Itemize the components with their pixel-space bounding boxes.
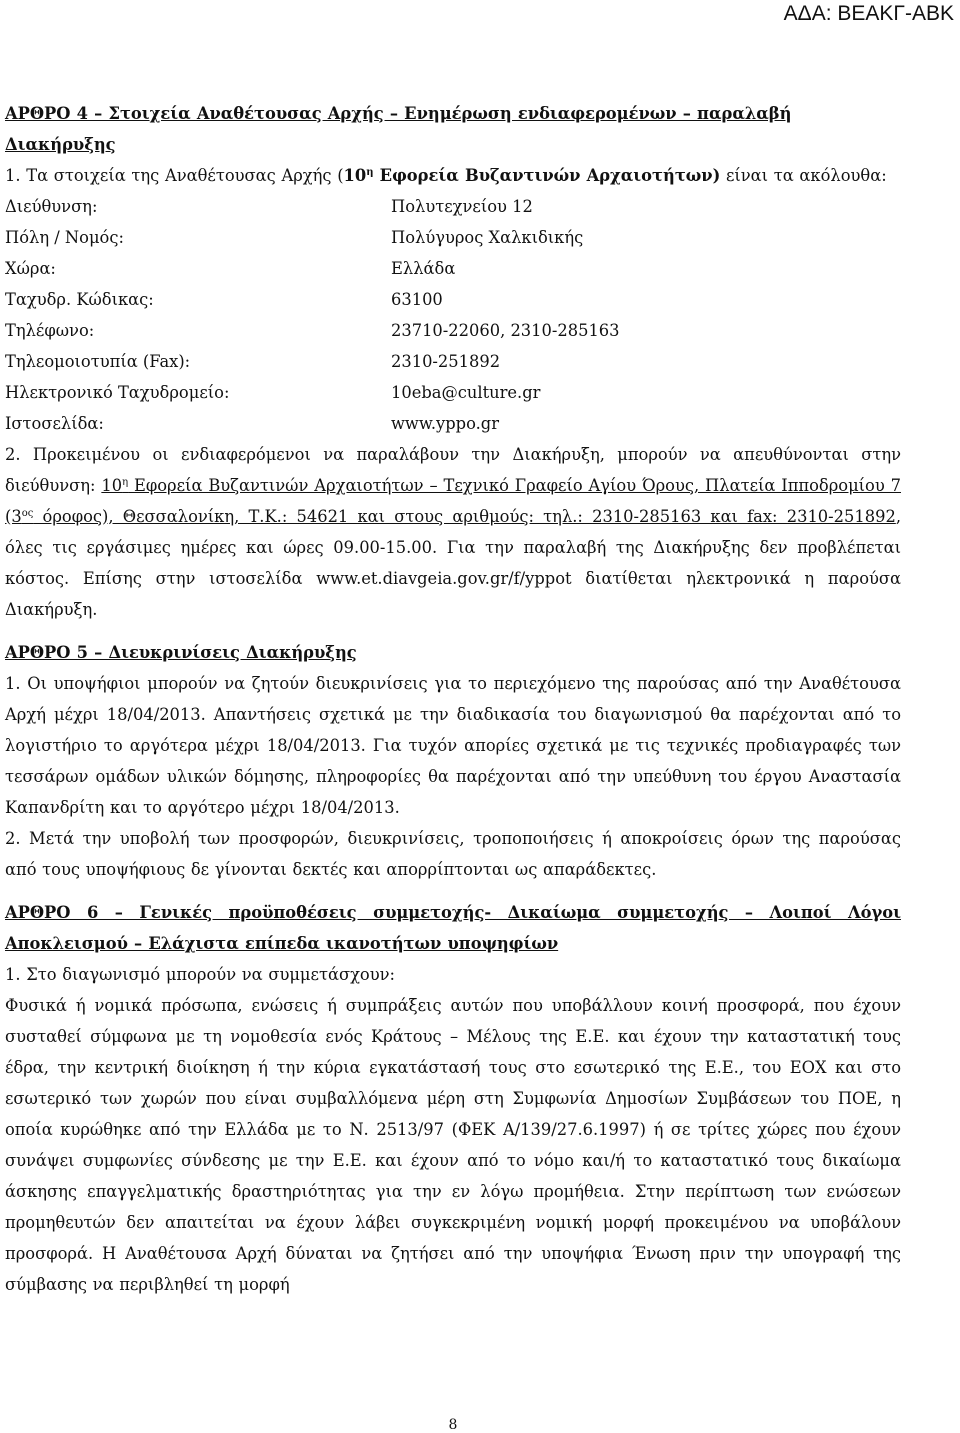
article4-title-line2: Διακήρυξης	[5, 135, 116, 154]
detail-value-website[interactable]: www.yppo.gr	[391, 414, 499, 433]
detail-value: Ελλάδα	[391, 259, 456, 278]
detail-label: Ηλεκτρονικό Ταχυδρομείο:	[5, 383, 230, 402]
intro-authority-name: Εφορεία Βυζαντινών Αρχαιοτήτων)	[373, 166, 721, 185]
article4-title	[5, 98, 901, 160]
article6-paragraph-2: Φυσικά ή νομικά πρόσωπα, ενώσεις ή συμπράξεις αυτών που υποβάλλουν κοινή προσφορά, που έχουν συσταθεί σύμφωνα με τη νομοθεσία ενός Κράτους – Μέλους της Ε.Ε. και έχουν την καταστατική τους έδρα, την κεντρική διοίκηση ή την κύρια εγκατάστασή τους στο εσωτερικό της Ε.Ε., του ΕΟΧ και στο εσωτερικό των χωρών που είναι συμβαλλόμενα μέρη στη Συμφωνία Δημοσίων Συμβάσεων του ΠΟΕ, η οποία κυρώθηκε από την Ελλάδα με το Ν. 2513/97 (ΦΕΚ Α/139/27.6.1997) ή σε τρίτες χώρες που έχουν συνάψει συμφωνίες σύνδεσης με την Ε.Ε. και έχουν από το νόμο και/ή το καταστατικό τους δικαίωμα άσκησης επαγγελματικής δραστηριότητας για την εν λόγω προμήθεια. Στην περίπτωση των ενώσεων προμηθευτών δεν απαιτείται να έχουν λάβει συγκεκριμένη νομική μορφή προκειμένου να υποβάλουν προσφορά. Η Αναθέτουσα Αρχή δύναται να ζητήσει από την υποψήφια Ένωση πριν την υπογραφή της σύμβασης να περιβληθεί τη μορφή	[5, 996, 901, 1294]
detail-value-email[interactable]: 10eba@culture.gr	[391, 383, 541, 402]
detail-label: Χώρα:	[5, 259, 56, 278]
article4-paragraph-2	[5, 439, 901, 625]
detail-label: Πόλη / Νομός:	[5, 228, 124, 247]
detail-label: Διεύθυνση:	[5, 197, 98, 216]
intro-sup: η	[366, 167, 374, 178]
article5-title: ΑΡΘΡΟ 5 – Διευκρινίσεις Διακήρυξης	[5, 643, 357, 662]
detail-row	[5, 346, 901, 377]
detail-value: 2310-251892	[391, 352, 501, 371]
intro-number: 10	[343, 166, 367, 185]
article5-paragraph-1: 1. Οι υποψήφιοι μπορούν να ζητούν διευκρινίσεις για το περιεχόμενο της παρούσας από την Αναθέτουσα Αρχή μέχρι 18/04/2013. Απαντήσεις σχετικά με την διαδικασία του διαγωνισμού θα παρέχονται από το λογιστήριο το αργότερα μέχρι 18/04/2013. Για τυχόν απορίες σχετικά με τις τεχνικές προδιαγραφές των τεσσάρων ομάδων υλικών δόμησης, πληροφορίες θα παρέχονται από την υπεύθυνη του έργου Αναστασία Καπανδρίτη και το αργότερο μέχρι 18/04/2013.	[5, 674, 901, 817]
detail-row	[5, 284, 901, 315]
detail-label: Ιστοσελίδα:	[5, 414, 104, 433]
detail-label: Ταχυδρ. Κώδικας:	[5, 290, 154, 309]
detail-row	[5, 253, 901, 284]
article4-intro	[5, 160, 901, 191]
detail-row	[5, 408, 901, 439]
document-page	[5, 98, 901, 1300]
p2-address	[5, 476, 901, 526]
page-number: 8	[448, 1417, 458, 1433]
article4-title-line1: ΑΡΘΡΟ 4 – Στοιχεία Αναθέτουσας Αρχής – Ενημέρωση ενδιαφερομένων – παραλαβή	[5, 104, 792, 123]
ada-code: ΑΔΑ: ΒΕΑΚΓ-ΑΒΚ	[783, 2, 954, 25]
intro-text-b: είναι τα ακόλουθα:	[720, 166, 887, 185]
detail-value: 23710-22060, 2310-285163	[391, 321, 620, 340]
article6-title: ΑΡΘΡΟ 6 – Γενικές προϋποθέσεις συμμετοχής- Δικαίωμα συμμετοχής – Λοιποί Λόγοι Αποκλεισμού – Ελάχιστα επίπεδα ικανοτήτων υποψηφίων	[5, 903, 901, 953]
detail-value: Πολυτεχνείου 12	[391, 197, 533, 216]
detail-row	[5, 191, 901, 222]
detail-row	[5, 222, 901, 253]
intro-text-a: 1. Τα στοιχεία της Αναθέτουσας Αρχής (	[5, 166, 344, 185]
detail-row	[5, 315, 901, 346]
contact-details	[5, 191, 901, 439]
p2-text-a: 2. Προκειμένου οι ενδιαφερόμενοι να παραλάβουν την Διακήρυξη, μπορούν να απευθύνονται στην διεύθυνση:	[5, 445, 901, 495]
p2-address-sup2: ος	[21, 508, 34, 519]
detail-row	[5, 377, 901, 408]
article5-paragraph-2: 2. Μετά την υποβολή των προσφορών, διευκρινίσεις, τροποποιήσεις ή αποκροίσεις όρων της παρούσας από τους υποψήφιους δε γίνονται δεκτές και απορρίπτονται ως απαράδεκτες.	[5, 829, 901, 879]
p2-text-b: , όλες τις εργάσιμες ημέρες και ώρες 09.00-15.00. Για την παραλαβή της Διακήρυξης δεν προβλέπεται κόστος. Επίσης στην ιστοσελίδα www.et.diavgeia.gov.gr/f/yppot διατίθεται ηλεκτρονικά η παρούσα Διακήρυξη.	[5, 507, 901, 619]
p2-address-tail: όροφος), Θεσσαλονίκη, Τ.Κ.: 54621 και στους αριθμούς: τηλ.: 2310-285163 και fax: 2310-251892	[33, 507, 896, 526]
p2-address-body: Εφορεία Βυζαντινών Αρχαιοτήτων – Τεχνικό Γραφείο Αγίου Όρους, Πλατεία Ιπποδρομίου 7 (3	[5, 476, 901, 526]
detail-value: Πολύγυρος Χαλκιδικής	[391, 228, 584, 247]
detail-label: Τηλεομοιοτυπία (Fax):	[5, 352, 191, 371]
p2-address-num: 10	[101, 476, 123, 495]
detail-label: Τηλέφωνο:	[5, 321, 95, 340]
p2-address-sup1: η	[122, 477, 129, 488]
article6-paragraph-1: 1. Στο διαγωνισμό μπορούν να συμμετάσχουν:	[5, 965, 396, 984]
detail-value: 63100	[391, 290, 443, 309]
